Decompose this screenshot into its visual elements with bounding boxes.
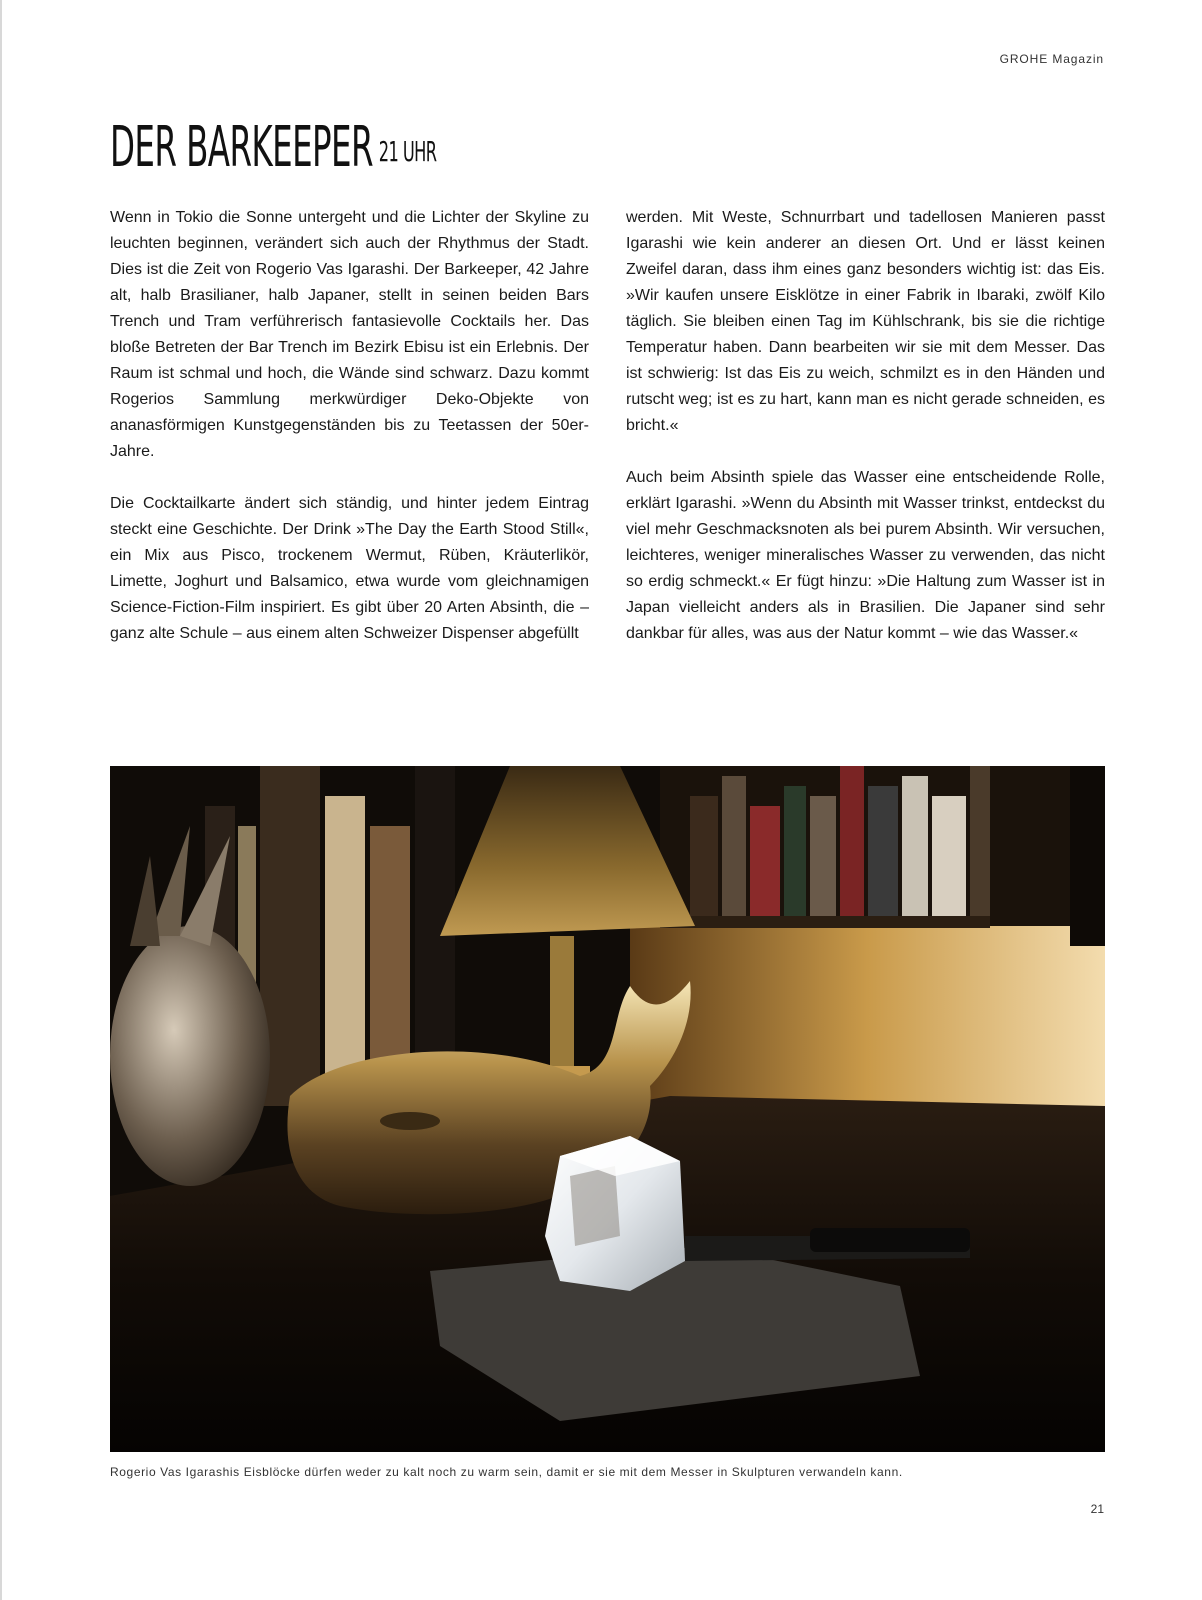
page-number: 21 [1090,1502,1104,1516]
photo-caption: Rogerio Vas Igarashis Eisblöcke dürfen weder zu kalt noch zu warm sein, damit er sie mit dem Messer in Skulpturen verwandeln kann. [110,1465,903,1479]
article-title-main: DER BARKEEPER [110,115,373,180]
article-title-time: 21 UHR [378,135,437,168]
paragraph: Auch beim Absinth spiele das Wasser eine entscheidende Rolle, erklärt Igarashi. »Wenn du Absinth mit Wasser trinkst, entdeckst du viel mehr Geschmacksnoten als bei purem Absinth. Wir versuchen, leichteres, weniger mineralisches Wasser zu verwenden, das nicht so erdig schmeckt.« Er fügt hinzu: »Die Haltung zum Wasser ist in Japan vielleicht anders als in Brasilien. Die Japaner sind sehr dankbar für alles, was aus der Natur kommt – wie das Wasser.« [626,469,1105,642]
bar-photo-illustration [110,766,1105,1452]
paragraph: Die Cocktailkarte ändert sich ständig, und hinter jedem Eintrag steckt eine Geschichte. Der Drink »The Day the Earth Stood Still«, ein Mix aus Pisco, trockenem Wermut, Rüben, Kräuterlikör, Limette, Joghurt und Balsamico, etwa wurde vom gleichnamigen Science-Fiction-Film inspiriert. Es gibt über 20 Arten Absinth, die – ganz alte Schule – aus einem alten Schweizer Dispenser abgefüllt [110,495,589,642]
magazine-name: GROHE Magazin [999,52,1104,66]
article-column-right [626,205,1105,647]
page-edge-line [0,0,2,1600]
paragraph: Wenn in Tokio die Sonne untergeht und die Lichter der Skyline zu leuchten beginnen, verändert sich auch der Rhythmus der Stadt. Dies ist die Zeit von Rogerio Vas Igarashi. Der Barkeeper, 42 Jahre alt, halb Brasilianer, halb Japaner, stellt in seinen beiden Bars Trench und Tram verführerisch fantasievolle Cocktails her. Das bloße Betreten der Bar Trench im Bezirk Ebisu ist ein Erlebnis. Der Raum ist schmal und hoch, die Wände sind schwarz. Dazu kommt Rogerios Sammlung merkwürdiger Deko-Objekte von ananasförmigen Kunstgegenständen bis zu Teetassen der 50er-Jahre. [110,209,589,460]
bar-photo [110,766,1105,1452]
article-column-left [110,205,589,647]
article-title [110,116,437,180]
paragraph: werden. Mit Weste, Schnurrbart und tadellosen Manieren passt Igarashi wie kein anderer an diesen Ort. Und er lässt keinen Zweifel daran, dass ihm eines ganz besonders wichtig ist: das Eis. »Wir kaufen unsere Eisklötze in einer Fabrik in Ibaraki, zwölf Kilo täglich. Sie bleiben einen Tag im Kühlschrank, bis sie die richtige Temperatur haben. Dann bearbeiten wir sie mit dem Messer. Das ist schwierig: Ist das Eis zu weich, schmilzt es in den Händen und rutscht weg; ist es zu hart, kann man es nicht gerade schneiden, es bricht.« [626,209,1105,434]
